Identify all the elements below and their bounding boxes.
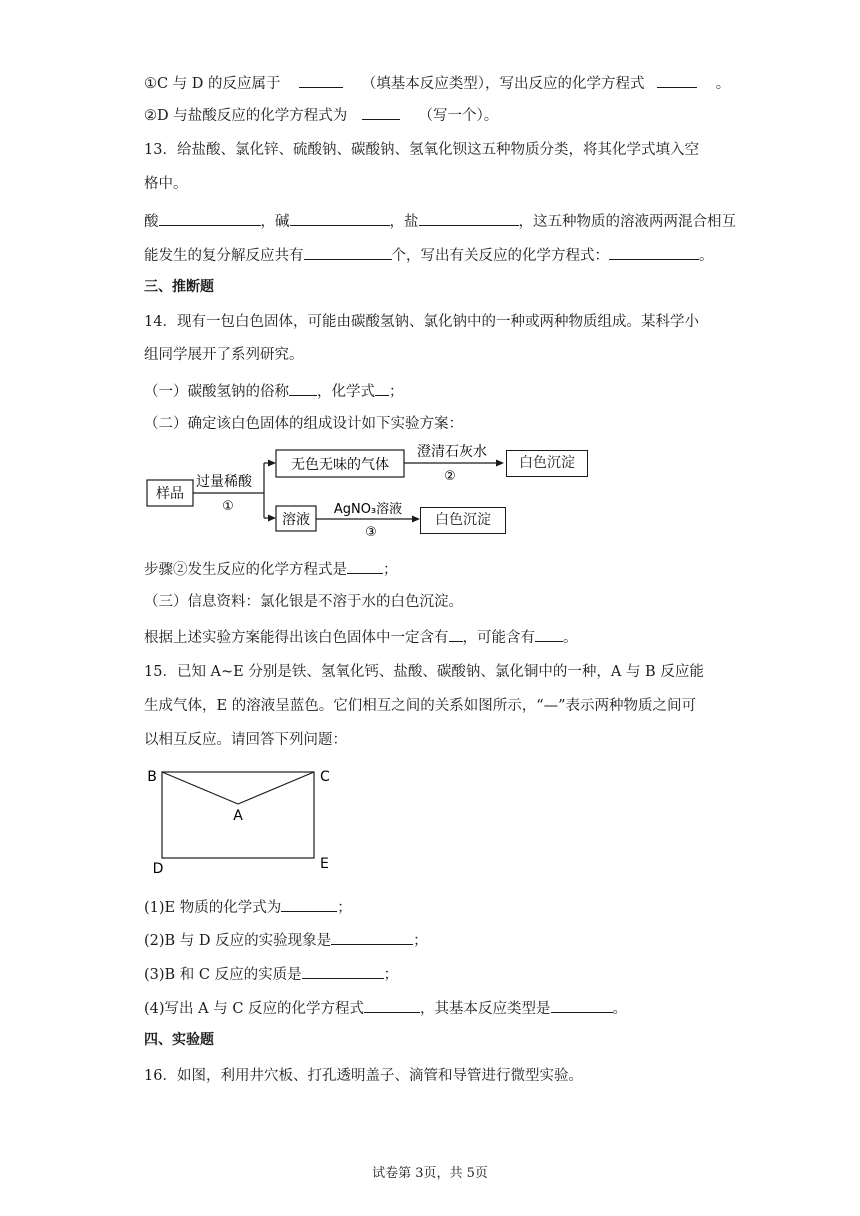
q15-p4-text-c: 。: [612, 1001, 628, 1017]
precipitate-label-2: 白色沉淀: [435, 512, 491, 528]
q14-sub3: （三）信息资料：氯化银是不溶于水的白色沉淀。: [144, 594, 463, 610]
q15-p2-text-a: (2)B 与 D 反应的实验现象是: [144, 933, 332, 949]
q15-p1-text-a: (1)E 物质的化学式为: [144, 900, 282, 916]
answer-blank[interactable]: [449, 626, 463, 642]
q14-conclusion: [144, 626, 578, 648]
q13-line4: [144, 244, 714, 266]
q14-line2: 组同学展开了系列研究。: [144, 347, 304, 363]
q13-line4-text-c: 。: [699, 248, 714, 264]
edge-b-a: [162, 772, 238, 804]
q15-line1: 15．已知 A~E 分别是铁、氢氧化钙、盐酸、碳酸钠、氯化铜中的一种，A 与 B 反应能: [144, 664, 704, 680]
answer-blank[interactable]: [551, 997, 613, 1013]
q14-concl-text-b: ，可能含有: [462, 630, 535, 646]
sample-label: 样品: [156, 486, 184, 502]
q12-part1-text-a: ①C 与 D 的反应属于: [144, 76, 281, 92]
answer-blank[interactable]: [364, 997, 420, 1013]
answer-blank[interactable]: [302, 963, 384, 979]
answer-blank[interactable]: [281, 896, 337, 912]
step3-label: ③: [365, 525, 377, 540]
q14-concl-text-a: 根据上述实验方案能得出该白色固体中一定含有: [144, 630, 449, 646]
q16-line1: 16．如图，利用井穴板、打孔透明盖子、滴管和导管进行微型实验。: [144, 1068, 583, 1084]
answer-blank[interactable]: [609, 244, 699, 260]
section-heading-inference: 三、推断题: [144, 279, 214, 295]
reagent3-label: AgNO₃溶液: [333, 502, 403, 517]
q12-part2: [144, 104, 498, 126]
answer-blank[interactable]: [331, 929, 413, 945]
answer-blank[interactable]: [290, 210, 390, 226]
q15-line2: 生成气体，E 的溶液呈蓝色。它们相互之间的关系如图所示，“—”表示两种物质之间可: [144, 698, 697, 714]
q14-line1: 14．现有一包白色固体，可能由碳酸氢钠、氯化钠中的一种或两种物质组成。某科学小: [144, 314, 699, 330]
step2-label: ②: [444, 469, 456, 484]
q15-p1: [144, 896, 352, 918]
relationship-diagram: [140, 762, 340, 882]
node-label-c: C: [320, 769, 330, 785]
q15-p3-text-a: (3)B 和 C 反应的实质是: [144, 967, 302, 983]
answer-blank[interactable]: [299, 72, 343, 88]
answer-blank[interactable]: [347, 558, 383, 574]
q15-p2-text-b: ；: [413, 933, 428, 949]
answer-blank[interactable]: [362, 104, 400, 120]
answer-blank[interactable]: [375, 380, 389, 396]
precipitate-box-2: [420, 507, 506, 534]
q13-line4-text-b: 个，写出有关反应的化学方程式：: [391, 248, 609, 264]
q15-p3-text-b: ；: [383, 967, 399, 983]
answer-blank[interactable]: [159, 210, 261, 226]
q12-part1-text-c: 。: [715, 76, 731, 92]
node-label-b: B: [147, 769, 157, 785]
q13-line3: [144, 210, 736, 232]
step1-label: ①: [222, 499, 234, 514]
q15-p2: [144, 929, 428, 951]
q12-part1: [144, 72, 730, 94]
q13-line1: 13．给盐酸、氯化锌、硫酸钠、碳酸钠、氢氧化钡这五种物质分类，将其化学式填入空: [144, 142, 699, 158]
q13-base-label: ，碱: [260, 214, 290, 230]
answer-blank[interactable]: [535, 626, 563, 642]
reagent2-label: 澄清石灰水: [417, 444, 487, 460]
q13-line2: 格中。: [144, 176, 188, 192]
q12-part1-text-b: （填基本反应类型），写出反应的化学方程式: [361, 76, 645, 92]
q15-p4: [144, 997, 627, 1019]
q14-step: [144, 558, 398, 580]
q15-p4-text-b: ，其基本反应类型是: [420, 1001, 551, 1017]
q15-p3: [144, 963, 398, 985]
node-label-d: D: [152, 861, 164, 877]
edge-a-c: [238, 772, 314, 804]
q13-salt-label: ，盐: [389, 214, 419, 230]
q14-sub1: [144, 380, 404, 402]
answer-blank[interactable]: [289, 380, 317, 396]
q13-line3-end: ，这五种物质的溶液两两混合相互: [518, 214, 736, 230]
q14-sub1-text-a: （一）碳酸氢钠的俗称: [144, 384, 289, 400]
answer-blank[interactable]: [419, 210, 519, 226]
node-label-a: A: [233, 808, 243, 824]
q15-p1-text-b: ；: [337, 900, 352, 916]
precipitate-label-1: 白色沉淀: [519, 455, 575, 471]
precipitate-box-1: [506, 450, 588, 477]
q15-line3: 以相互反应。请回答下列问题：: [144, 732, 347, 748]
q12-part2-text-b: （写一个）。: [418, 108, 499, 124]
q14-sub1-text-c: ；: [389, 384, 404, 400]
q12-part2-text-a: ②D 与盐酸反应的化学方程式为: [144, 108, 348, 124]
q14-step-text-b: ；: [383, 562, 398, 578]
node-label-e: E: [320, 856, 329, 872]
q14-sub2: （二）确定该白色固体的组成设计如下实验方案：: [144, 416, 463, 432]
answer-blank[interactable]: [304, 244, 392, 260]
q13-line4-text-a: 能发生的复分解反应共有: [144, 248, 304, 264]
answer-blank[interactable]: [657, 72, 697, 88]
q13-acid-label: 酸: [144, 214, 159, 230]
gas-label: 无色无味的气体: [291, 457, 389, 473]
q15-p4-text-a: (4)写出 A 与 C 反应的化学方程式: [144, 1001, 365, 1017]
q14-concl-text-c: 。: [563, 630, 578, 646]
reagent1-label: 过量稀酸: [196, 474, 252, 490]
section-heading-experiment: 四、实验题: [144, 1032, 214, 1048]
q14-sub1-text-b: ，化学式: [317, 384, 375, 400]
solution-label: 溶液: [282, 512, 310, 528]
page-footer: 试卷第 3页，共 5页: [372, 1166, 488, 1181]
q14-step-text-a: 步骤②发生反应的化学方程式是: [144, 562, 347, 578]
